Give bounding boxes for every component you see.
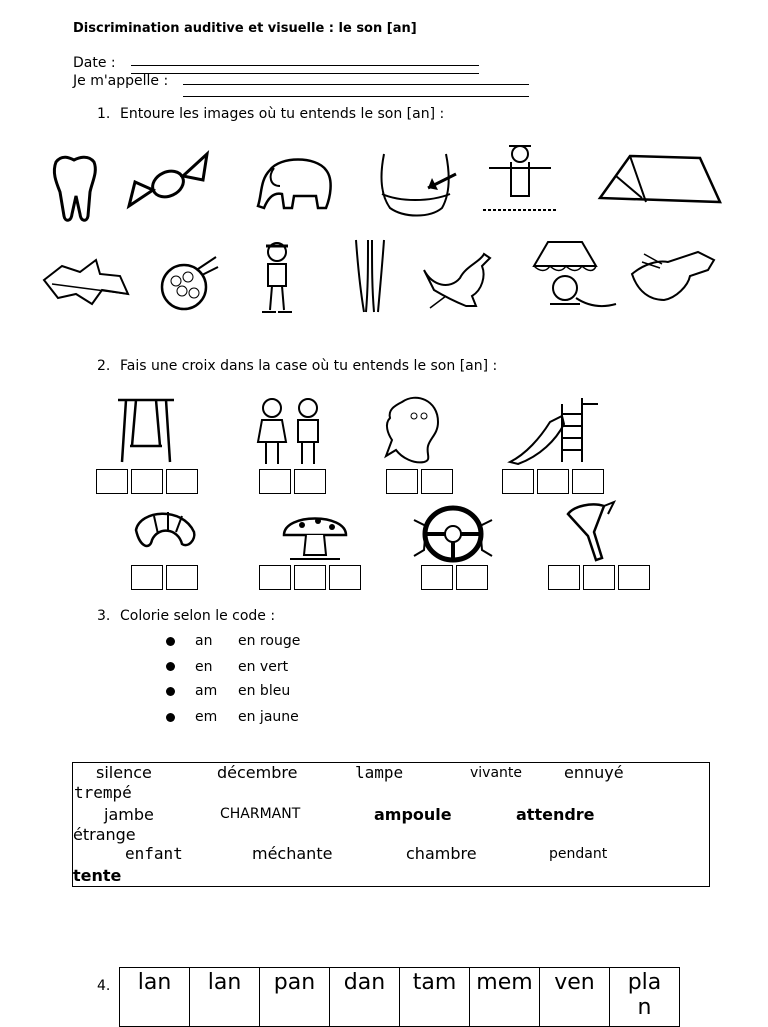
funnel-icon [564, 500, 624, 564]
word[interactable]: enfant [125, 844, 183, 863]
answer-box[interactable] [386, 469, 418, 494]
syllable-cell[interactable]: tam [400, 968, 470, 1027]
name-line-2 [183, 96, 529, 97]
hand-icon[interactable] [628, 246, 718, 306]
lamp-icon[interactable] [528, 238, 620, 312]
answer-box[interactable] [96, 469, 128, 494]
answer-box[interactable] [259, 565, 291, 590]
word[interactable]: ampoule [374, 805, 452, 824]
code-color: en jaune [238, 709, 299, 725]
answer-box[interactable] [537, 469, 569, 494]
word[interactable]: tente [73, 866, 122, 885]
code-color: en vert [238, 659, 289, 675]
exercise2-instruction: Fais une croix dans la case où tu entends le son [an] : [120, 358, 498, 374]
name-line[interactable] [183, 84, 529, 85]
syllable-cell[interactable]: pla n [610, 968, 680, 1027]
word[interactable]: étrange [73, 825, 136, 844]
syllable-cell[interactable]: ven [540, 968, 610, 1027]
swing-icon [114, 396, 178, 466]
exercise1-number: 1. [97, 106, 111, 122]
ghost-icon [382, 394, 448, 466]
mushroom-icon [280, 505, 350, 561]
bullet [166, 662, 175, 671]
syllable-cell[interactable]: mem [470, 968, 540, 1027]
answer-box[interactable] [294, 469, 326, 494]
tent-icon[interactable] [596, 150, 724, 214]
bullet [166, 637, 175, 646]
leaf-icon[interactable] [42, 258, 130, 308]
syllable-cell[interactable]: dan [330, 968, 400, 1027]
word[interactable]: ennuyé [564, 763, 624, 782]
tooth-icon[interactable] [48, 152, 100, 224]
date-label: Date : [73, 55, 116, 71]
word[interactable]: silence [96, 763, 152, 782]
name-label: Je m'appelle : [73, 73, 169, 89]
answer-box[interactable] [131, 469, 163, 494]
code-sound: an [195, 633, 213, 649]
candy-icon[interactable] [123, 146, 213, 218]
code-sound: am [195, 683, 218, 699]
syllable-table [119, 967, 680, 1027]
raspberry-icon[interactable] [158, 255, 220, 313]
answer-box[interactable] [421, 565, 453, 590]
exercise1-instruction: Entoure les images où tu entends le son [an] : [120, 106, 445, 122]
syllable-cell[interactable]: pan [260, 968, 330, 1027]
croissant-icon [130, 504, 200, 558]
belly-icon[interactable] [370, 150, 460, 222]
word[interactable]: décembre [217, 763, 298, 782]
code-sound: en [195, 659, 213, 675]
word[interactable]: trempé [74, 783, 132, 802]
kangaroo-icon[interactable] [420, 250, 498, 312]
exercise3-instruction: Colorie selon le code : [120, 608, 276, 624]
answer-box[interactable] [131, 565, 163, 590]
answer-box[interactable] [294, 565, 326, 590]
answer-box[interactable] [329, 565, 361, 590]
answer-box[interactable] [166, 469, 198, 494]
syllable-cell[interactable]: lan [120, 968, 190, 1027]
answer-box[interactable] [548, 565, 580, 590]
answer-box[interactable] [166, 565, 198, 590]
word[interactable]: CHARMANT [220, 806, 301, 822]
date-line[interactable] [131, 65, 479, 66]
syllable-cell[interactable]: lan [190, 968, 260, 1027]
word[interactable]: méchante [252, 844, 333, 863]
word[interactable]: pendant [549, 846, 608, 862]
bullet [166, 713, 175, 722]
answer-box[interactable] [421, 469, 453, 494]
legs-icon[interactable] [352, 238, 388, 316]
exercise3-number: 3. [97, 608, 111, 624]
word[interactable]: lampe [355, 763, 404, 782]
date-line-2 [131, 73, 479, 74]
answer-box[interactable] [502, 469, 534, 494]
elephant-icon[interactable] [250, 150, 336, 214]
answer-box[interactable] [583, 565, 615, 590]
word[interactable]: jambe [104, 805, 154, 824]
answer-box[interactable] [259, 469, 291, 494]
children-icon [252, 396, 328, 468]
word[interactable]: attendre [516, 805, 595, 824]
answer-box[interactable] [618, 565, 650, 590]
code-color: en bleu [238, 683, 291, 699]
bullet [166, 687, 175, 696]
exercise2-number: 2. [97, 358, 111, 374]
worksheet-title: Discrimination auditive et visuelle : le son [an] [73, 21, 417, 36]
child-icon[interactable] [258, 240, 296, 314]
code-sound: em [195, 709, 218, 725]
code-color: en rouge [238, 633, 301, 649]
steering-wheel-icon [410, 500, 496, 566]
answer-box[interactable] [572, 469, 604, 494]
slide-icon [506, 394, 602, 466]
word[interactable]: chambre [406, 844, 477, 863]
answer-box[interactable] [456, 565, 488, 590]
scarecrow-icon[interactable] [483, 142, 557, 214]
word[interactable]: vivante [470, 765, 523, 781]
exercise4-number: 4. [97, 978, 111, 994]
